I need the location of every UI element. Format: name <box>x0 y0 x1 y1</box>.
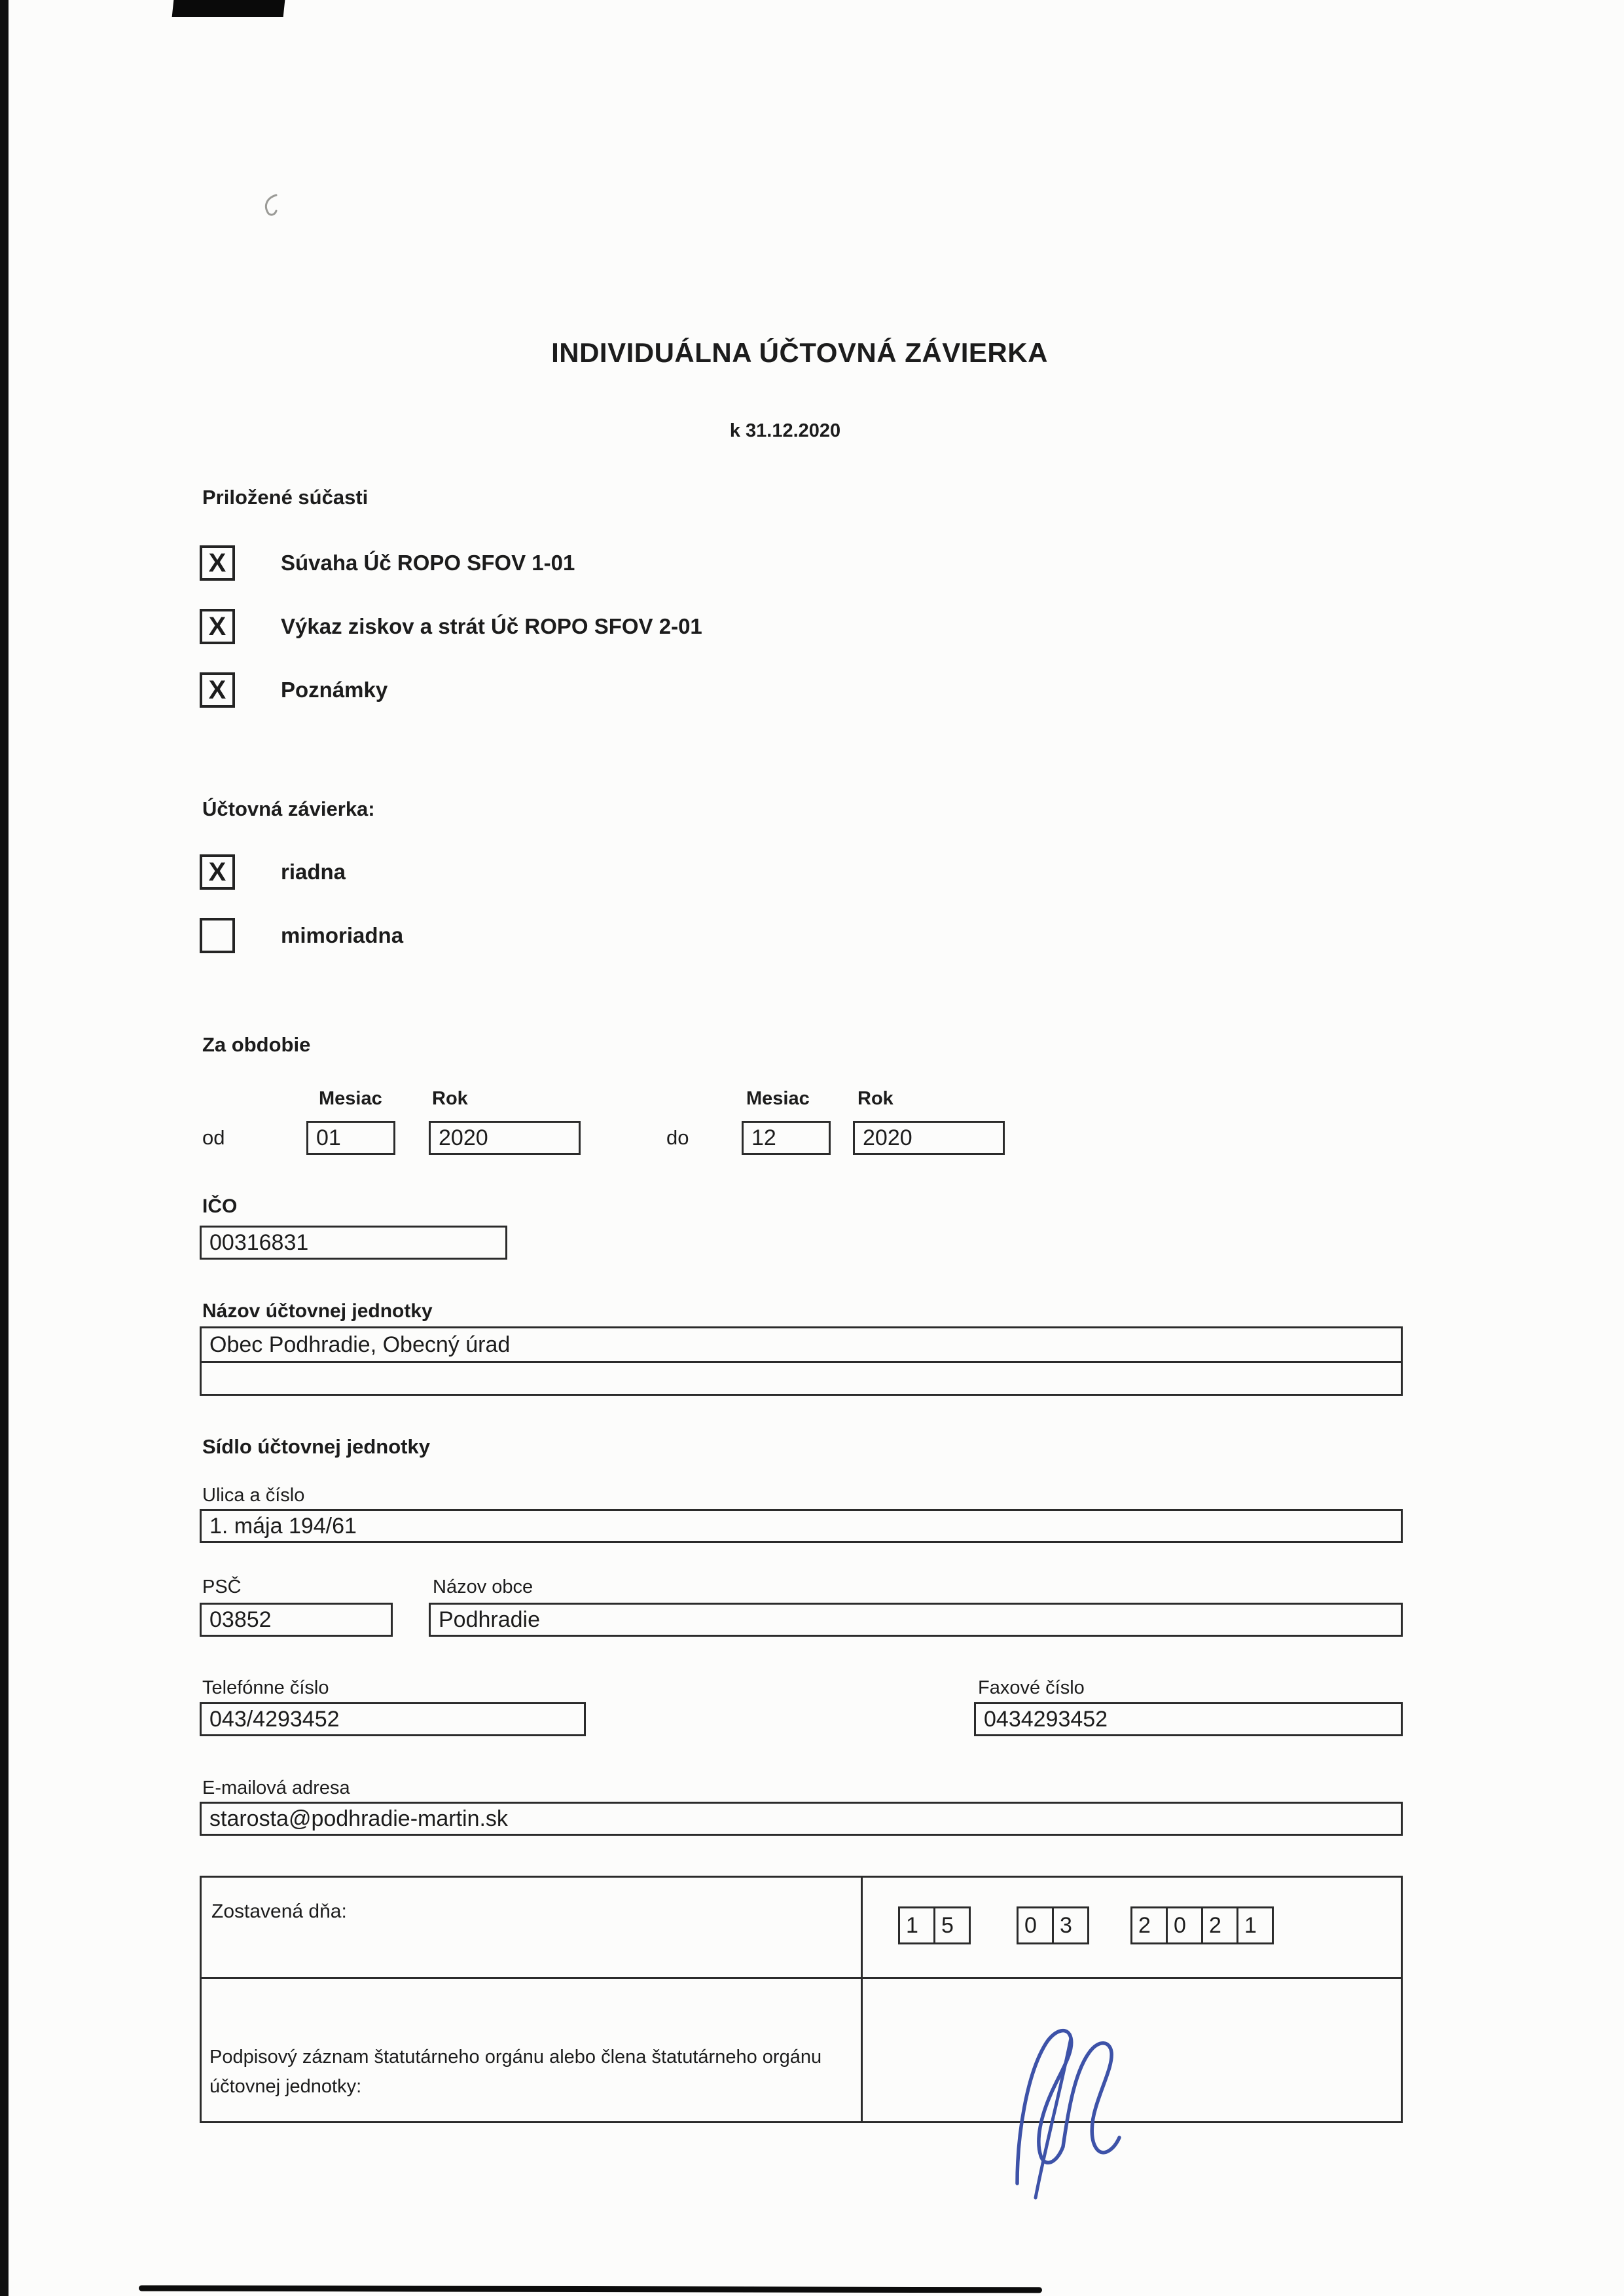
year-digit-1: 2 <box>1130 1906 1168 1944</box>
checkbox-mimoriadna <box>200 918 235 953</box>
compiled-date-month <box>1017 1906 1087 1944</box>
year-digit-4: 1 <box>1236 1906 1274 1944</box>
email-box: starosta@podhradie-martin.sk <box>200 1802 1403 1836</box>
phone-label: Telefónne číslo <box>202 1677 329 1698</box>
from-month-label: Mesiac <box>319 1088 382 1109</box>
fax-box: 0434293452 <box>974 1702 1403 1736</box>
compiled-date-day <box>898 1906 969 1944</box>
checkbox-mimoriadna-label: mimoriadna <box>281 923 404 947</box>
period-to-label: do <box>666 1126 689 1149</box>
to-month-label: Mesiac <box>746 1088 810 1109</box>
psc-label: PSČ <box>202 1576 242 1597</box>
day-digit-2: 5 <box>933 1906 971 1944</box>
ico-box: 00316831 <box>200 1226 507 1260</box>
checkbox-suvaha: X <box>200 545 235 581</box>
from-year-box: 2020 <box>429 1121 581 1155</box>
from-month-box: 01 <box>306 1121 395 1155</box>
entity-name-line2 <box>202 1361 1401 1394</box>
checkbox-riadna-label: riadna <box>281 860 346 884</box>
checkbox-riadna: X <box>200 854 235 890</box>
checkbox-suvaha-label: Súvaha Úč ROPO SFOV 1-01 <box>281 551 575 575</box>
day-digit-1: 1 <box>898 1906 935 1944</box>
entity-name-box <box>200 1326 1403 1396</box>
to-year-box: 2020 <box>853 1121 1005 1155</box>
form-title: INDIVIDUÁLNA ÚČTOVNÁ ZÁVIERKA <box>551 337 1048 368</box>
checkbox-poznamky: X <box>200 672 235 708</box>
from-year-label: Rok <box>432 1088 468 1109</box>
period-from-label: od <box>202 1126 225 1149</box>
scan-artifact-bottom-bar <box>139 2286 1042 2293</box>
form-subtitle: k 31.12.2020 <box>729 420 841 441</box>
month-digit-1: 0 <box>1017 1906 1054 1944</box>
email-label: E-mailová adresa <box>202 1777 350 1798</box>
psc-box: 03852 <box>200 1603 393 1637</box>
pen-mark <box>261 192 280 217</box>
entity-name-label: Názov účtovnej jednotky <box>202 1300 433 1322</box>
month-digit-2: 3 <box>1052 1906 1089 1944</box>
address-heading: Sídlo účtovnej jednotky <box>202 1435 430 1458</box>
fax-label: Faxové číslo <box>978 1677 1085 1698</box>
to-month-box: 12 <box>742 1121 831 1155</box>
signature-handwriting <box>998 2012 1135 2202</box>
phone-box: 043/4293452 <box>200 1702 586 1736</box>
checkbox-vykaz: X <box>200 609 235 644</box>
entity-name-line1: Obec Podhradie, Obecný úrad <box>209 1332 511 1357</box>
period-heading: Za obdobie <box>202 1033 311 1056</box>
signature-label: Podpisový záznam štatutárneho orgánu alebo člena štatutárneho orgánu účtovnej jednotky: <box>209 2047 822 2097</box>
year-digit-2: 0 <box>1166 1906 1203 1944</box>
footer-table <box>200 1876 1403 2123</box>
to-year-label: Rok <box>857 1088 893 1109</box>
scan-artifact-top-mark <box>172 0 285 17</box>
compiled-date-year <box>1130 1906 1272 1944</box>
checkbox-poznamky-label: Poznámky <box>281 678 388 702</box>
statement-type-heading: Účtovná závierka: <box>202 797 375 820</box>
attachments-heading: Priložené súčasti <box>202 486 369 509</box>
town-label: Názov obce <box>433 1576 533 1597</box>
street-label: Ulica a číslo <box>202 1485 305 1506</box>
footer-table-column-divider <box>861 1878 863 2121</box>
year-digit-3: 2 <box>1201 1906 1238 1944</box>
street-box: 1. mája 194/61 <box>200 1509 1403 1543</box>
town-box: Podhradie <box>429 1603 1403 1637</box>
checkbox-vykaz-label: Výkaz ziskov a strát Úč ROPO SFOV 2-01 <box>281 614 702 638</box>
compiled-date-label: Zostavená dňa: <box>211 1901 347 1922</box>
footer-table-row-divider <box>202 1977 1401 1979</box>
ico-label: IČO <box>202 1195 238 1217</box>
